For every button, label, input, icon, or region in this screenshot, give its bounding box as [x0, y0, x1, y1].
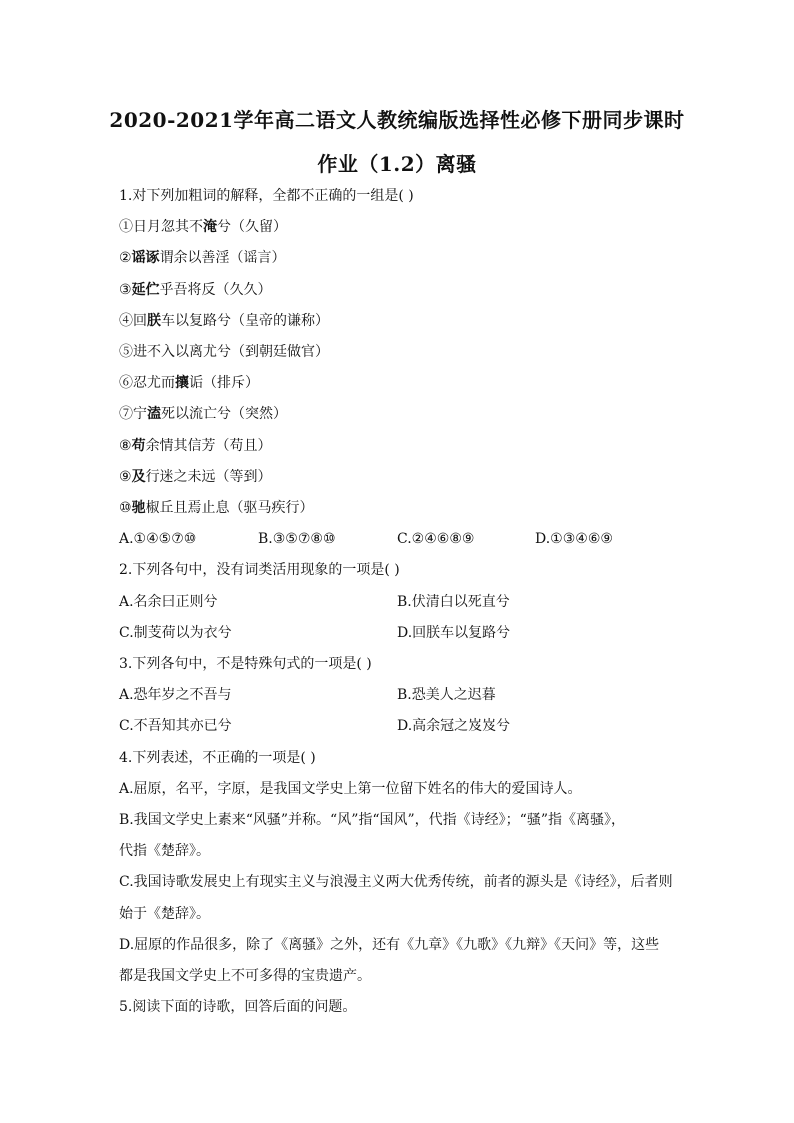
- q2-option-c: C.制芰荷以为衣兮: [119, 625, 232, 641]
- q1-item: ⑦宁溘死以流亡兮（突然）: [119, 406, 287, 422]
- q1-option-d: D.①③④⑥⑨: [535, 531, 613, 547]
- q2-option-b: B.伏清白以死直兮: [397, 594, 510, 610]
- q1-option-c: C.②④⑥⑧⑨: [397, 531, 475, 547]
- q1-item: ⑤进不入以离尤兮（到朝廷做官）: [119, 344, 329, 360]
- q1-item: ②谣诼谓余以善淫（谣言）: [119, 250, 286, 266]
- q4-line: B.我国文学史上素来“风骚”并称。“风”指“国风”，代指《诗经》；“骚”指《离骚》，: [119, 812, 625, 828]
- q1-item: ④回朕车以复路兮（皇帝的谦称）: [119, 313, 329, 329]
- q1-item: ⑧苟余情其信芳（苟且）: [119, 438, 272, 454]
- q2-option-d: D.回朕车以复路兮: [397, 625, 511, 641]
- title-line-2: 作业（1.2）离骚: [317, 152, 477, 176]
- q3-option-c: C.不吾知其亦已兮: [119, 718, 232, 734]
- title-line-1: 2020-2021学年高二语文人教统编版选择性必修下册同步课时: [109, 108, 685, 132]
- q2-option-a: A.名余曰正则兮: [119, 594, 218, 610]
- q3-option-b: B.恐美人之迟暮: [397, 687, 496, 703]
- q4-line: C.我国诗歌发展史上有现实主义与浪漫主义两大优秀传统，前者的源头是《诗经》，后者则: [119, 874, 673, 890]
- q1-item: ⑩驰椒丘且焉止息（驱马疾行）: [119, 500, 314, 516]
- question-2-stem: 2.下列各句中，没有词类活用现象的一项是( ): [119, 562, 400, 578]
- question-5-stem: 5.阅读下面的诗歌，回答后面的问题。: [119, 999, 357, 1015]
- q1-option-a: A.①④⑤⑦⑩: [119, 531, 197, 547]
- q4-line: 始于《楚辞》。: [119, 906, 210, 922]
- q3-option-a: A.恐年岁之不吾与: [119, 687, 232, 703]
- q4-line: D.屈原的作品很多，除了《离骚》之外，还有《九章》《九歌》《九辩》《天问》等，这些: [119, 937, 660, 953]
- q4-line: 都是我国文学史上不可多得的宝贵遗产。: [119, 968, 371, 984]
- q1-item: ⑨及行迷之未远（等到）: [119, 469, 272, 485]
- q3-option-d: D.高余冠之岌岌兮: [397, 718, 511, 734]
- q1-item: ③延伫乎吾将反（久久）: [119, 282, 272, 298]
- question-1-stem: 1.对下列加粗词的解释，全都不正确的一组是( ): [119, 188, 414, 204]
- q1-item: ⑥忍尤而攘诟（排斥）: [119, 375, 259, 391]
- q4-line: A.屈原，名平，字原，是我国文学史上第一位留下姓名的伟大的爱国诗人。: [119, 781, 582, 797]
- q1-option-b: B.③⑤⑦⑧⑩: [258, 531, 336, 547]
- q4-line: 代指《楚辞》。: [119, 843, 210, 859]
- q1-item: ①日月忽其不淹兮（久留）: [119, 219, 287, 235]
- question-4-stem: 4.下列表述，不正确的一项是( ): [119, 750, 316, 766]
- question-3-stem: 3.下列各句中，不是特殊句式的一项是( ): [119, 656, 372, 672]
